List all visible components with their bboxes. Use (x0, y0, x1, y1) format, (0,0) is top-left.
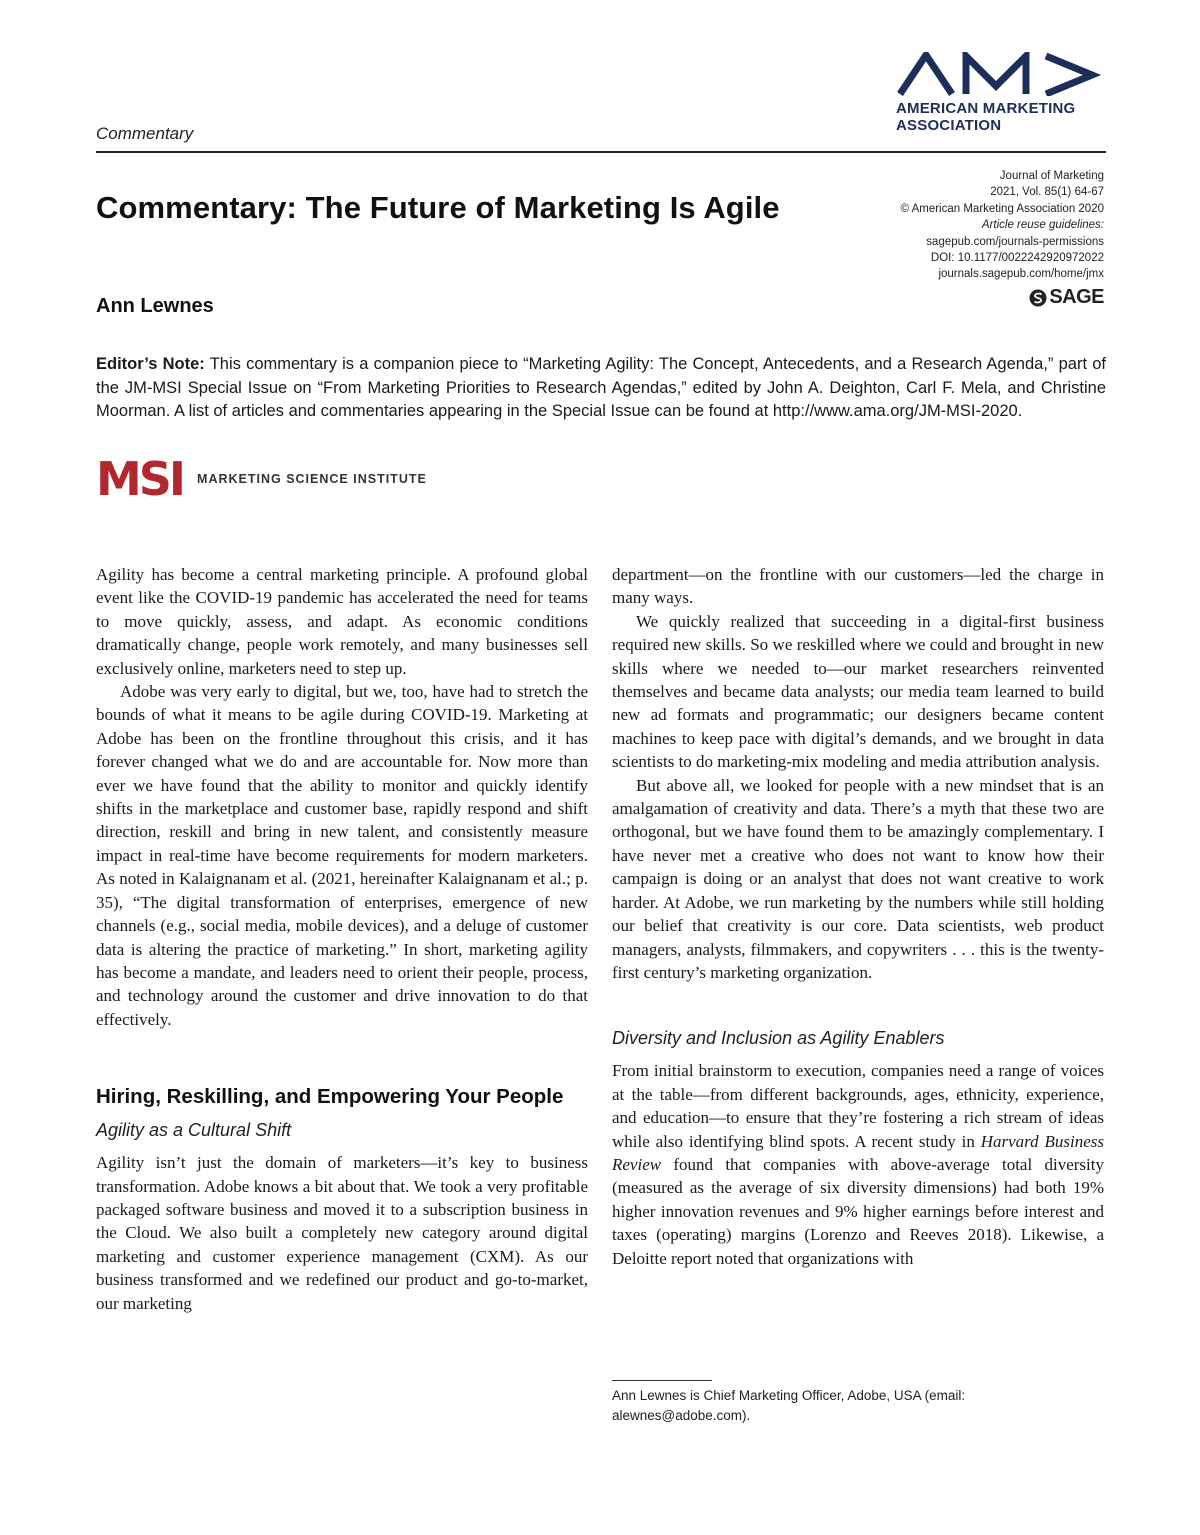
body-paragraph: Adobe was very early to digital, but we, too, have had to stretch the bounds of what it means to be agile during COVID-19. Marketing at Adobe has been on the frontline throughout this crisis, and it has forever changed what we do and are accountable for. Now more than ever we have found that the ability to monitor and quickly identify shifts in the marketplace and customer base, rapidly respond and shift direction, reskill and bring in new talent, and consistently measure impact in real-time have become requirements for modern marketers. As noted in Kalaignanam et al. (2021, hereinafter Kalaignanam et al.; p. 35), “The digital transformation of enterprises, emergence of new channels (e.g., social media, mobile devices), and a deluge of customer data is altering the practice of marketing.” In short, marketing agility has become a mandate, and leaders need to orient their people, process, and technology around the customer and drive innovation to do that effectively. (96, 682, 588, 1029)
ama-logo-line1: AMERICAN MARKETING (896, 100, 1076, 117)
editor-note-lead: Editor’s Note: (96, 355, 205, 373)
ama-logo-text (896, 100, 1111, 134)
sage-logo-text: SAGE (1049, 286, 1104, 308)
msi-logo-text: MARKETING SCIENCE INSTITUTE (197, 472, 427, 486)
sage-logo-icon (1029, 289, 1047, 307)
right-column (612, 563, 1104, 1270)
ama-logo-mark-icon (896, 52, 1106, 96)
journal-copyright: © American Marketing Association 2020 (900, 202, 1104, 215)
section-heading: Hiring, Reskilling, and Empowering Your People (96, 1085, 564, 1109)
header-rule (96, 151, 1106, 153)
publication-name: Harvard Business Review (612, 1131, 1104, 1174)
body-paragraph: We quickly realized that succeeding in a digital-first business required new skills. So we reskilled where we could and brought in new skills where we needed to—our market researchers reinvented themselves and became data analysts; our media team learned to build new ad formats and programmatic; our designers became content machines to keep pace with digital’s demands, and we brought in data scientists to do marketing-mix modeling and media attribution analysis. (612, 611, 1104, 772)
subsection-heading: Diversity and Inclusion as Agility Enablers (612, 1028, 945, 1049)
body-paragraph: But above all, we looked for people with a new mindset that is an amalgamation of creativity and data. There’s a myth that these two are orthogonal, but we have found them to be amazingly complementary. I have never met a creative who does not want to know how their campaign is doing or an analyst that does not want creative to work harder. At Adobe, we run marketing by the numbers while still holding our belief that creativity is our core. Data scientists, web product managers, analysts, filmmakers, and copywriters . . . this is the twenty-first century’s marketing organization. (612, 775, 1104, 982)
author-name: Ann Lewnes (96, 295, 214, 317)
subsection-heading: Agility as a Cultural Shift (96, 1120, 292, 1141)
body-text: From initial brainstorm to execution, companies need a range of voices at the table—from different backgrounds, ages, ethnicity, experience, and education—to ensure that they’re fostering a rich stream of ideas while also identifying blind spots. A recent study in (612, 1061, 1104, 1151)
body-text: found that companies with above-average total diversity (measured as the average of six diversity dimensions) had both 19% higher innovation revenues and 9% higher earnings before interest and taxes (operating) margins (Lorenzo and Reeves 2018). Likewise, a Deloitte report noted that organizations with (612, 1154, 1104, 1268)
ama-logo (896, 52, 1111, 134)
reuse-guidelines-label: Article reuse guidelines: (981, 219, 1104, 232)
doi[interactable]: DOI: 10.1177/0022242920972022 (930, 252, 1104, 265)
body-paragraph (612, 1059, 1104, 1270)
journal-meta (844, 168, 1104, 283)
editor-note (96, 353, 1106, 424)
footnote-rule (612, 1380, 712, 1381)
msi-logo-mark: MSI (96, 452, 184, 506)
left-column (96, 563, 588, 1315)
editor-note-text: This commentary is a companion piece to “Marketing Agility: The Concept, Antecedents, and a Research Agenda,” part of the JM-MSI Special Issue on “From Marketing Priorities to Research Agendas,” edited by John A. Deighton, Carl F. Mela, and Christine Moorman. A list of articles and commentaries appearing in the Special Issue can be found at http://www.ama.org/JM-MSI-2020. (96, 355, 1106, 420)
sage-logo (1029, 286, 1104, 309)
body-paragraph: Agility has become a central marketing principle. A profound global event like the COVID-19 pandemic has accelerated the need for teams to move quickly, assess, and adapt. As economic conditions dramatically change, people work remotely, and many businesses sell exclusively online, marketers need to step up. (96, 565, 588, 678)
ama-logo-line2: ASSOCIATION (896, 117, 1002, 134)
body-paragraph: Agility isn’t just the domain of marketers—it’s key to business transformation. Adobe knows a bit about that. We took a very profitable packaged software business and moved it to a subscription business in the Cloud. We also built a completely new category around digital marketing and customer experience management (CXM). As our business transformed and we redefined our product and go-to-market, our marketing (96, 1153, 588, 1313)
body-paragraph: department—on the frontline with our customers—led the charge in many ways. (612, 565, 1104, 608)
journal-home-link[interactable]: journals.sagepub.com/home/jmx (938, 268, 1104, 281)
permissions-link[interactable]: sagepub.com/journals-permissions (926, 235, 1104, 248)
section-label: Commentary (96, 124, 194, 143)
author-footnote: Ann Lewnes is Chief Marketing Officer, Adobe, USA (email: alewnes@adobe.com). (612, 1388, 966, 1423)
journal-volume: 2021, Vol. 85(1) 64-67 (990, 186, 1104, 199)
msi-logo (96, 452, 427, 506)
article-title: Commentary: The Future of Marketing Is Agile (96, 190, 780, 225)
journal-name: Journal of Marketing (999, 170, 1104, 182)
